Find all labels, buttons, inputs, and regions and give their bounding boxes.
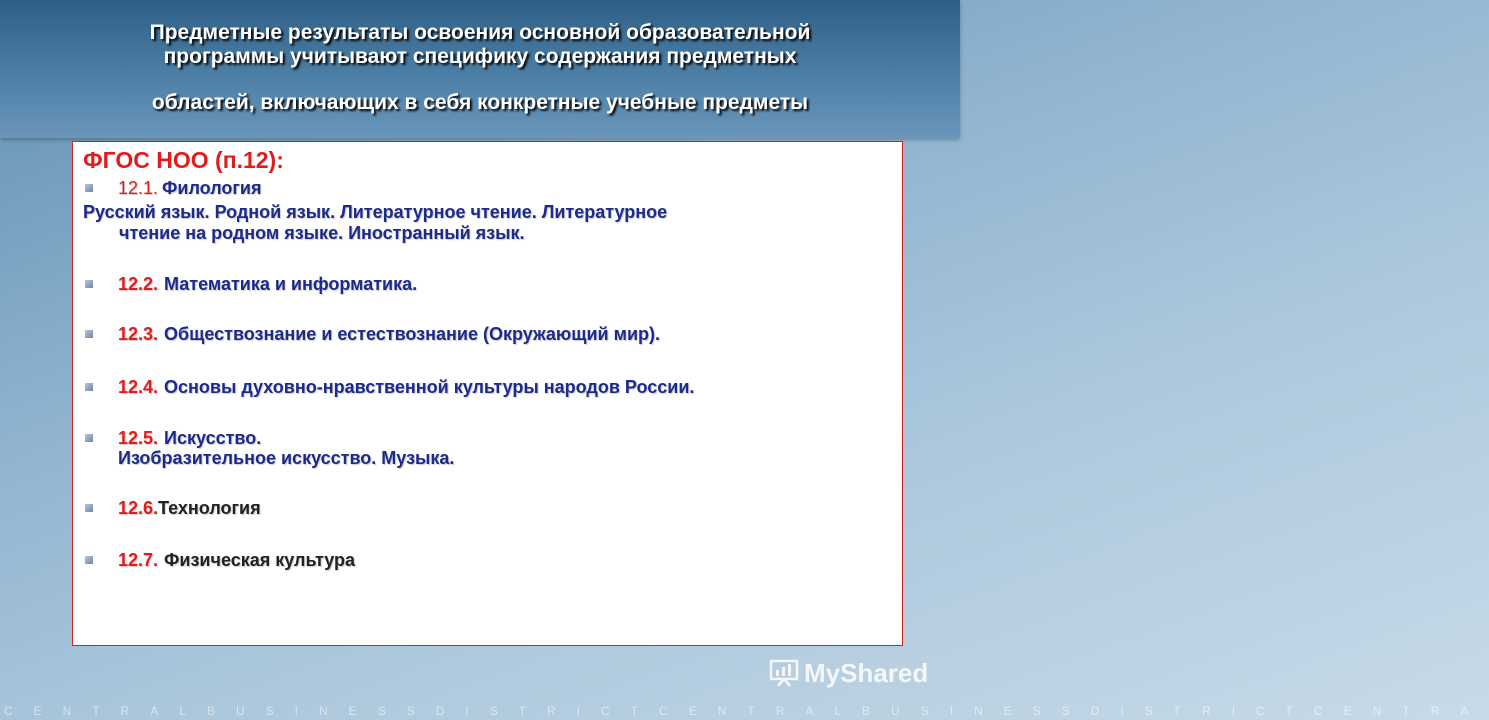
philology-subjects-line-2: чтение на родном языке. Иностранный язык. — [119, 223, 525, 243]
list-item-physical-culture — [85, 550, 355, 570]
philology-subjects-line-1: Русский язык. Родной язык. Литературное чтение. Литературное — [83, 202, 668, 222]
item-art-text — [118, 428, 454, 468]
item-label-line-2: Изобразительное искусство. Музыка. — [118, 448, 455, 468]
myshared-watermark — [768, 657, 928, 689]
watermark-brand: MyShared — [804, 657, 929, 688]
item-label: Филология — [162, 178, 262, 198]
square-bullet-icon — [85, 330, 93, 338]
item-label: Физическая культура — [164, 550, 355, 570]
item-label: Основы духовно-нравственной культуры народов России. — [164, 377, 695, 397]
item-label: Обществознание и естествознание (Окружающий мир). — [164, 324, 660, 344]
list-item-philology — [85, 178, 261, 198]
slide-title-line-1: Предметные результаты освоения основной образовательной — [149, 21, 811, 44]
item-number: 12.6. — [118, 498, 159, 518]
list-item-social-science — [85, 324, 660, 344]
square-bullet-icon — [85, 184, 93, 192]
list-item-spiritual-culture — [85, 377, 694, 397]
item-number: 12.1. — [118, 178, 159, 198]
philology-subjects — [83, 202, 853, 244]
list-item-technology — [85, 498, 261, 518]
fgos-heading: ФГОС НОО (п.12): — [83, 147, 284, 173]
list-item-art — [85, 428, 454, 468]
item-label: Математика и информатика. — [164, 274, 418, 294]
item-label: Технология — [158, 498, 261, 518]
square-bullet-icon — [85, 504, 93, 512]
square-bullet-icon — [85, 556, 93, 564]
item-label: Искусство. — [164, 428, 262, 448]
item-number: 12.7. — [118, 550, 159, 570]
square-bullet-icon — [85, 280, 93, 288]
item-number: 12.3. — [118, 324, 159, 344]
slide-header — [0, 0, 960, 138]
item-number: 12.4. — [118, 377, 159, 397]
slide-title-line-2: программы учитывают специфику содержания предметных — [163, 45, 797, 68]
list-item-math — [85, 274, 417, 294]
item-number: 12.5. — [118, 428, 159, 448]
slide-title-line-3: областей, включающих в себя конкретные учебные предметы — [151, 91, 809, 114]
item-number: 12.2. — [118, 274, 159, 294]
square-bullet-icon — [85, 383, 93, 391]
footer-text: CENTRALBUSINESSDISTRICTCENTRALBUSINESSDISTRICTCENTRA — [4, 704, 1489, 718]
square-bullet-icon — [85, 434, 93, 442]
content-panel — [72, 141, 903, 646]
presentation-icon — [768, 657, 800, 689]
